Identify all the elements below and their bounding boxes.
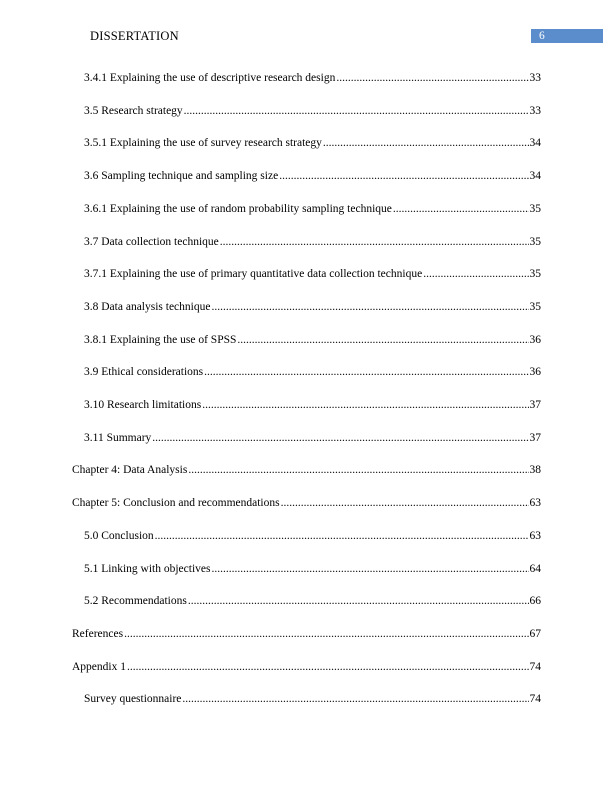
toc-entry-page-number: 38 — [529, 464, 541, 477]
toc-entry[interactable] — [84, 595, 541, 607]
toc-entry-label: 3.5 Research strategy — [84, 104, 183, 117]
toc-entry-label: 3.7 Data collection technique — [84, 235, 219, 248]
toc-entry[interactable] — [84, 334, 541, 346]
toc-entry-page-number: 66 — [529, 595, 541, 608]
toc-entry-label: 3.4.1 Explaining the use of descriptive research design — [84, 72, 336, 84]
toc-dot-leader — [423, 268, 528, 280]
toc-entry[interactable] — [84, 170, 541, 182]
toc-entry-page-number: 34 — [529, 137, 541, 150]
toc-entry[interactable] — [84, 268, 541, 280]
toc-entry[interactable] — [84, 203, 541, 215]
toc-entry[interactable] — [72, 661, 541, 673]
toc-entry-page-number: 36 — [529, 333, 541, 346]
toc-entry[interactable] — [84, 530, 541, 542]
toc-dot-leader — [211, 301, 528, 313]
toc-entry-label: References — [72, 627, 124, 640]
toc-dot-leader — [336, 72, 528, 84]
toc-entry-page-number: 35 — [529, 268, 541, 281]
toc-entry-page-number: 34 — [529, 170, 541, 183]
toc-entry-page-number: 35 — [529, 202, 541, 215]
toc-dot-leader — [188, 464, 528, 476]
toc-dot-leader — [220, 236, 529, 248]
toc-dot-leader — [323, 137, 529, 149]
toc-entry-page-number: 35 — [529, 300, 541, 313]
toc-entry[interactable] — [72, 464, 541, 476]
toc-entry-label: 3.6 Sampling technique and sampling size — [84, 170, 279, 183]
toc-entry-page-number: 36 — [529, 366, 541, 379]
toc-dot-leader — [211, 563, 528, 575]
toc-dot-leader — [237, 334, 528, 346]
toc-entry[interactable] — [72, 628, 541, 640]
toc-entry-page-number: 74 — [529, 660, 541, 673]
toc-dot-leader — [184, 105, 529, 117]
toc-entry[interactable] — [84, 366, 541, 378]
toc-entry-page-number: 64 — [529, 562, 541, 575]
toc-dot-leader — [188, 595, 529, 607]
toc-dot-leader — [279, 170, 528, 182]
toc-entry-page-number: 33 — [529, 104, 541, 117]
toc-entry-page-number: 37 — [529, 431, 541, 444]
toc-entry-label: 3.9 Ethical considerations — [84, 366, 204, 379]
toc-entry[interactable] — [84, 137, 541, 149]
toc-entry-label: 5.0 Conclusion — [84, 529, 154, 542]
toc-dot-leader — [204, 366, 528, 378]
toc-entry[interactable] — [84, 301, 541, 313]
toc-entry-label: 3.8 Data analysis technique — [84, 300, 211, 313]
toc-entry[interactable] — [72, 497, 541, 509]
toc-dot-leader — [182, 693, 528, 705]
toc-entry[interactable] — [84, 432, 541, 444]
toc-entry-page-number: 37 — [529, 399, 541, 411]
running-header-title: DISSERTATION — [90, 29, 179, 43]
toc-dot-leader — [393, 203, 529, 215]
toc-dot-leader — [124, 628, 528, 640]
toc-entry-label: 3.5.1 Explaining the use of survey research strategy — [84, 137, 322, 150]
toc-entry-page-number: 63 — [529, 529, 541, 542]
toc-entry[interactable] — [84, 399, 541, 411]
toc-dot-leader — [155, 530, 529, 542]
page-number-badge: 6 — [531, 29, 603, 43]
toc-entry-page-number: 67 — [529, 627, 541, 640]
toc-dot-leader — [202, 399, 528, 411]
toc-dot-leader — [127, 661, 529, 673]
toc-entry-label: 3.7.1 Explaining the use of primary quantitative data collection technique — [84, 268, 423, 281]
toc-entry-label: 3.10 Research limitations — [84, 399, 202, 411]
toc-entry[interactable] — [84, 236, 541, 248]
toc-entry-page-number: 63 — [529, 497, 541, 510]
toc-entry[interactable] — [84, 105, 541, 117]
toc-entry-page-number: 33 — [529, 72, 541, 84]
toc-entry-label: 3.8.1 Explaining the use of SPSS — [84, 333, 237, 346]
toc-entry-page-number: 35 — [529, 235, 541, 248]
toc-entry[interactable] — [84, 693, 541, 705]
toc-dot-leader — [152, 432, 528, 444]
toc-entry-label: Survey questionnaire — [84, 693, 182, 706]
toc-entry[interactable] — [84, 72, 541, 84]
toc-entry-label: 5.2 Recommendations — [84, 595, 187, 608]
toc-entry-label: Chapter 4: Data Analysis — [72, 464, 188, 477]
toc-entry[interactable] — [84, 563, 541, 575]
toc-entry-label: Appendix 1 — [72, 660, 126, 673]
toc-entry-label: 3.11 Summary — [84, 431, 152, 444]
toc-entry-label: 5.1 Linking with objectives — [84, 562, 211, 575]
toc-entry-page-number: 74 — [529, 693, 541, 706]
toc-entry-label: 3.6.1 Explaining the use of random probability sampling technique — [84, 202, 392, 215]
toc-entry-label: Chapter 5: Conclusion and recommendations — [72, 497, 280, 510]
toc-dot-leader — [281, 497, 529, 509]
